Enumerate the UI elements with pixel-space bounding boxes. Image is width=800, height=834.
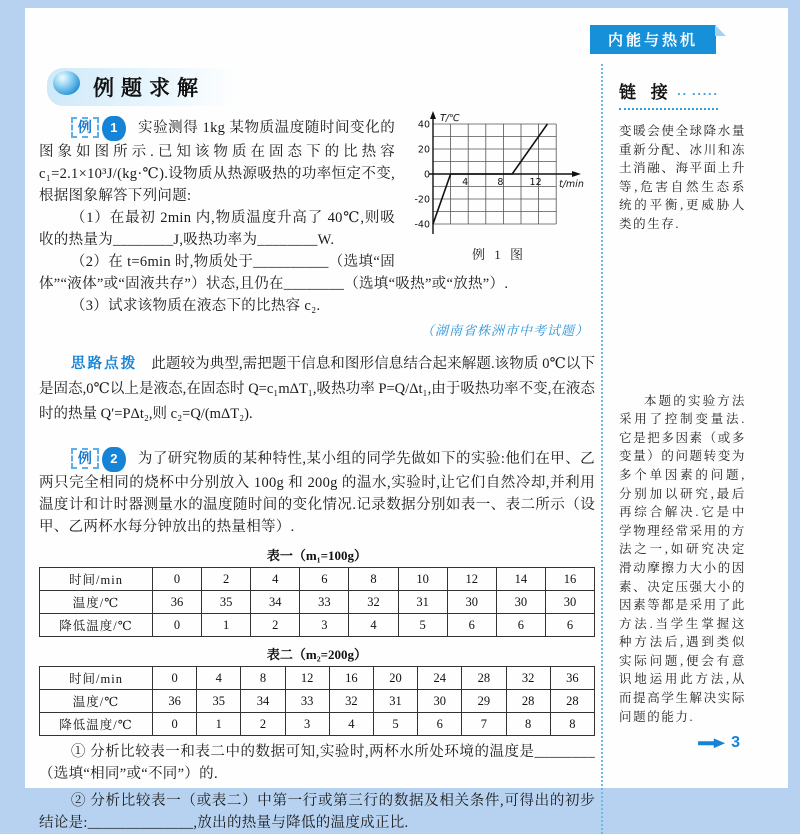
table-cell: 2 (251, 614, 300, 637)
svg-text:0: 0 (423, 169, 430, 181)
example-badge-number: 1 (102, 116, 126, 141)
table-cell: 1 (202, 614, 251, 637)
example-2-intro-text: 为了研究物质的某种特性,某小组的同学先做如下的实验:他们在甲、乙两只完全相同的烧杯中分别放入 100g 和 200g 的温水,实验时,让它们自然冷却,并利用温度计和计时器测量水的温度随时间的变化情况.记录数据分别如表一、表二所示（设甲、乙两杯水每分钟放出的热量相等）. (39, 451, 595, 535)
table-cell: 3 (300, 614, 349, 637)
table-cell: 3 (285, 713, 329, 736)
table-1 (39, 567, 595, 637)
table-row-header: 时间/min (40, 568, 153, 591)
table-cell: 30 (418, 690, 462, 713)
table-cell: 36 (550, 667, 594, 690)
svg-text:-40: -40 (414, 219, 430, 231)
link-heading-text: 链 接 (619, 83, 673, 102)
svg-text:t/min: t/min (559, 179, 584, 190)
example-2-question-1: ① 分析比较表一和表二中的数据可知,实验时,两杯水所处环境的温度是________（选填“相同”或“不同”）的. (39, 744, 595, 782)
figure-caption: 例 1 图 (471, 247, 526, 262)
table-cell: 6 (545, 614, 594, 637)
table-cell: 0 (153, 713, 197, 736)
table-cell: 8 (241, 667, 285, 690)
sidebar (601, 64, 788, 834)
example-1-intro-text: 实验测得 1kg 某物质温度随时间变化的图象如图所示.已知该物质在固态下的比热容 c₁=2.1×10³J/(kg·℃).设物质从热源吸热的功率恒定不变,根据图象解答下列问题: (39, 120, 395, 204)
sidebar-link-heading (619, 78, 718, 110)
table-cell: 0 (153, 568, 202, 591)
tips-paragraph (39, 352, 595, 427)
main-column (39, 64, 595, 834)
example-2-block (39, 447, 595, 538)
svg-text:T/℃: T/℃ (440, 113, 460, 124)
table-cell: 7 (462, 713, 506, 736)
table-cell: 16 (545, 568, 594, 591)
table-cell: 30 (496, 591, 545, 614)
table-cell: 6 (447, 614, 496, 637)
table-cell: 0 (153, 667, 197, 690)
table-cell: 34 (251, 591, 300, 614)
table-1-caption: 表一（m₁=100g） (266, 548, 368, 563)
table-2 (39, 666, 595, 736)
svg-text:40: 40 (417, 119, 430, 131)
exam-source-citation: （湖南省株洲市中考试题） (420, 323, 589, 338)
table-cell: 32 (329, 690, 373, 713)
chapter-tab (590, 25, 716, 54)
table-row-header: 温度/℃ (40, 690, 153, 713)
svg-text:-20: -20 (414, 194, 430, 206)
table-cell: 34 (241, 690, 285, 713)
section-title-text: 例题求解 (93, 77, 205, 100)
table-cell: 28 (506, 690, 550, 713)
table-cell: 1 (197, 713, 241, 736)
table-cell: 8 (550, 713, 594, 736)
table-row (40, 614, 595, 637)
example-1-figure (403, 110, 595, 263)
example-1-question-1: （1）在最初 2min 内,物质温度升高了 40℃,则吸收的热量为________J,吸热功率为________W. (39, 210, 395, 248)
water-drop-icon (53, 71, 80, 95)
table-cell: 35 (202, 591, 251, 614)
tips-text: 此题较为典型,需把题干信息和图形信息结合起来解题.该物质 0℃以下是固态,0℃以上是液态,在固态时 Q=c₁mΔT₁,吸热功率 P=Q/Δt₁,由于吸热功率不变,在液态时的热量 Q′=PΔt₂,则 c₂=Q/(mΔT₂). (39, 356, 596, 422)
table-cell: 12 (285, 667, 329, 690)
table-cell: 24 (418, 667, 462, 690)
table-cell: 31 (398, 591, 447, 614)
section-title (47, 68, 239, 106)
table-cell: 35 (197, 690, 241, 713)
tips-label: 思路点拨 (70, 356, 138, 372)
table-row (40, 690, 595, 713)
page-layout (25, 8, 788, 834)
example-2-intro (39, 447, 595, 538)
example-1-badge (71, 116, 126, 141)
table-row-header: 降低温度/℃ (40, 713, 153, 736)
table-cell: 29 (462, 690, 506, 713)
table-cell: 4 (329, 713, 373, 736)
example-2-question-2: ② 分析比较表一（或表二）中第一行或第三行的数据及相关条件,可得出的初步结论是:______________,放出的热量与降低的温度成正比. (39, 793, 595, 831)
chapter-tab-label: 内能与热机 (607, 32, 698, 49)
table-cell: 30 (545, 591, 594, 614)
table-cell: 28 (550, 690, 594, 713)
table-cell: 16 (329, 667, 373, 690)
temperature-time-graph (403, 110, 593, 238)
table-cell: 5 (373, 713, 417, 736)
table-cell: 36 (153, 690, 197, 713)
dotted-leader-icon: ·· ····· (676, 86, 719, 101)
table-cell: 6 (496, 614, 545, 637)
table-2-caption: 表二（m₂=200g） (266, 647, 368, 662)
table-cell: 32 (506, 667, 550, 690)
table-cell: 12 (447, 568, 496, 591)
table-cell: 31 (373, 690, 417, 713)
svg-text:4: 4 (462, 177, 469, 188)
table-cell: 30 (447, 591, 496, 614)
table-cell: 4 (197, 667, 241, 690)
table-cell: 2 (202, 568, 251, 591)
table-cell: 2 (241, 713, 285, 736)
example-2-badge (71, 447, 126, 472)
sidebar-paragraph-2: 本题的实验方法采用了控制变量法.它是把多因素（或多变量）的问题转变为多个单因素的问题,分别加以研究,最后再综合解决.它是中学物理经常采用的方法之一,如研究决定滑动摩擦力大小的因素、决定压强大小的因素等都是采用了此方法.当学生掌握这种方法后,遇到类似实际问题,便会有意识地运用此方法,从而提高学生解决实际问题的能力. (619, 393, 746, 724)
textbook-page (25, 8, 788, 831)
table-cell: 8 (506, 713, 550, 736)
table-cell: 14 (496, 568, 545, 591)
example-1-question-3: （3）试求该物质在液态下的比热容 c₂. (70, 298, 321, 314)
table-cell: 36 (153, 591, 202, 614)
table-cell: 33 (285, 690, 329, 713)
sidebar-paragraph-1: 变暖会使全球降水量重新分配、冰川和冻土消融、海平面上升等,危害自然生态系统的平衡,更威胁人类的生存. (619, 124, 746, 231)
table-row-header: 时间/min (40, 667, 153, 690)
table-cell: 33 (300, 591, 349, 614)
table-cell: 4 (251, 568, 300, 591)
table-cell: 6 (300, 568, 349, 591)
table-row (40, 568, 595, 591)
table-cell: 5 (398, 614, 447, 637)
svg-text:12: 12 (529, 177, 542, 188)
svg-text:20: 20 (417, 144, 430, 156)
table-row (40, 591, 595, 614)
example-badge-number: 2 (102, 447, 126, 472)
table-row-header: 温度/℃ (40, 591, 153, 614)
table-cell: 20 (373, 667, 417, 690)
table-cell: 6 (418, 713, 462, 736)
table-row-header: 降低温度/℃ (40, 614, 153, 637)
page-arrow-icon (698, 738, 725, 749)
table-cell: 4 (349, 614, 398, 637)
table-cell: 32 (349, 591, 398, 614)
table-cell: 10 (398, 568, 447, 591)
table-row (40, 713, 595, 736)
example-1-question-2: （2）在 t=6min 时,物质处于__________（选填“固体”“液体”或“固液共存”）状态,且仍在________（选填“吸热”或“放热”）. (39, 254, 509, 292)
example-badge-word: 例 (71, 117, 99, 138)
table-cell: 8 (349, 568, 398, 591)
table-row (40, 667, 595, 690)
example-badge-word: 例 (71, 448, 99, 469)
page-footer (619, 734, 746, 752)
table-cell: 28 (462, 667, 506, 690)
example-1-block (39, 113, 595, 339)
svg-text:8: 8 (497, 177, 504, 188)
page-number: 3 (731, 734, 740, 752)
table-cell: 0 (153, 614, 202, 637)
